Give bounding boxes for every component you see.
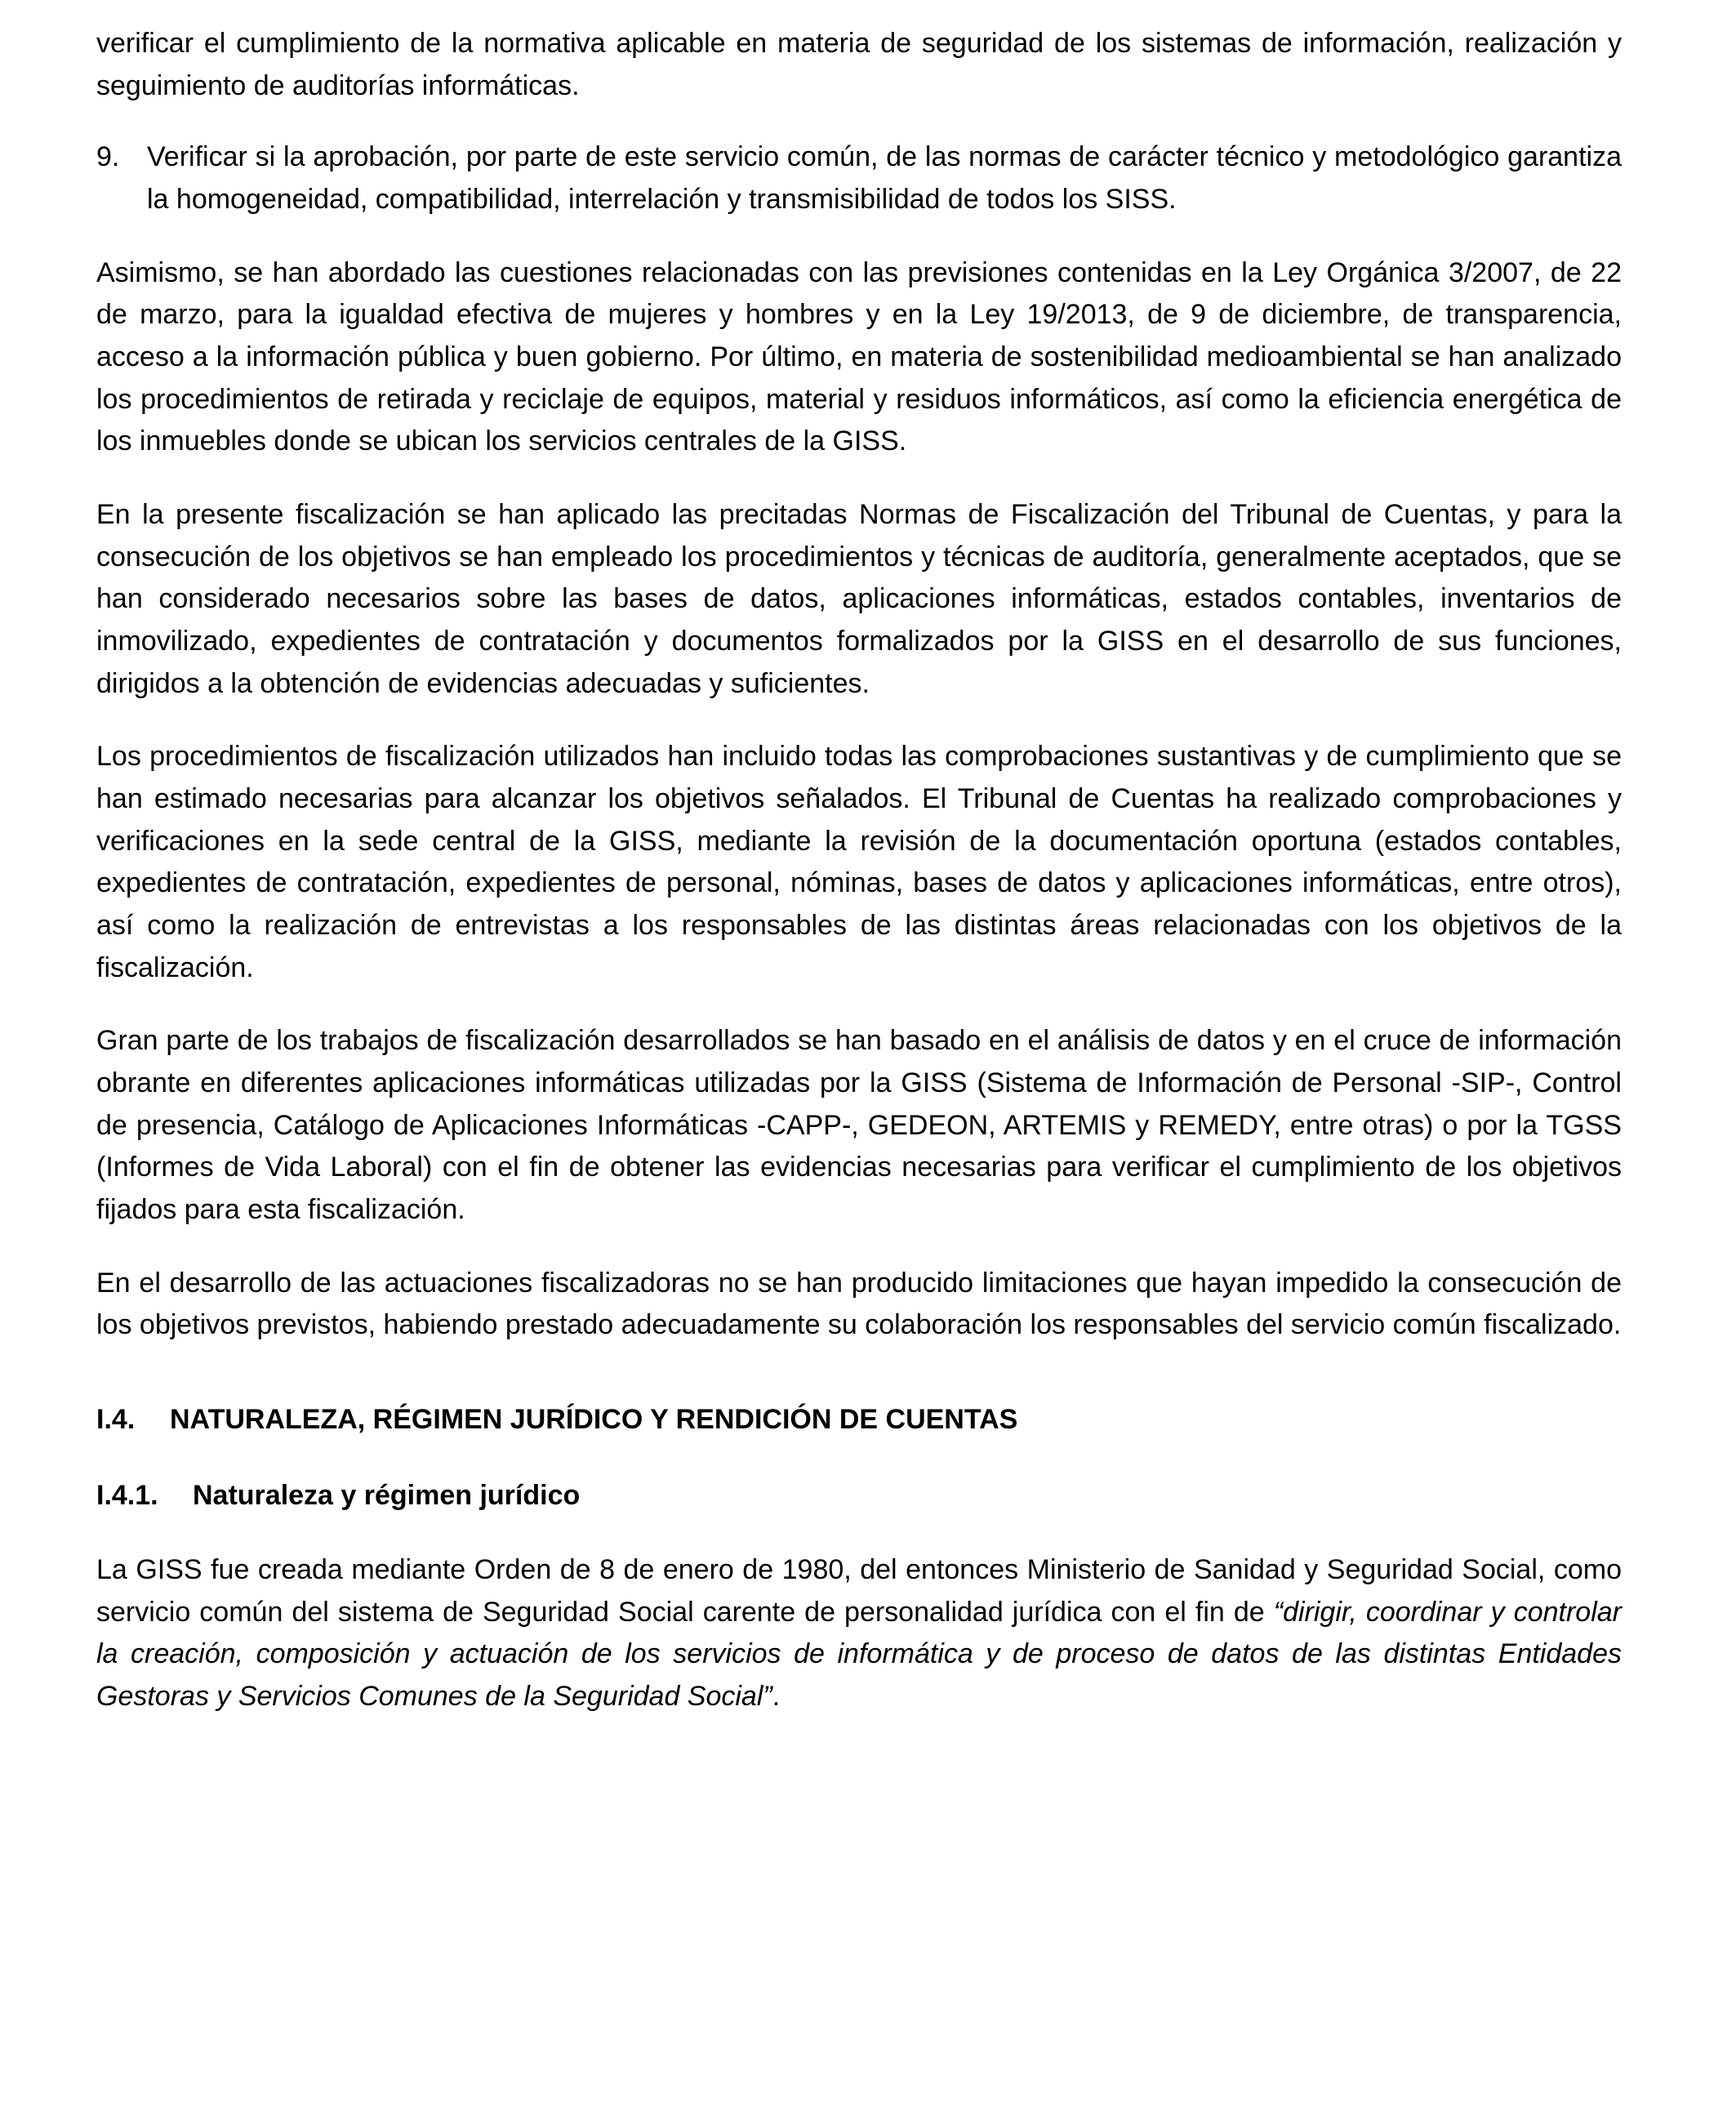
paragraph-giss-creacion bbox=[96, 1549, 1622, 1718]
paragraph-tail-text: . bbox=[772, 1681, 781, 1713]
section-spacer bbox=[96, 1378, 1622, 1399]
section-heading bbox=[96, 1399, 1622, 1441]
paragraph-procedimientos: Los procedimientos de fiscalización utilizados han incluido todas las comprobaciones sustantivas y de cumplimiento que se han estimado necesarias para alcanzar los objetivos señalados. El Tribunal de Cuentas ha realizado comprobaciones y verificaciones en la sede central de la GISS, mediante la revisión de la documentación oportuna (estados contables, expedientes de contratación, expedientes de personal, nóminas, bases de datos y aplicaciones informáticas, entre otros), así como la realización de entrevistas a los responsables de las distintas áreas relacionadas con los objetivos de la fiscalización. bbox=[96, 741, 1622, 983]
paragraph-lead-text: La GISS fue creada mediante Orden de 8 de enero de 1980, del entonces Ministerio de Sanidad y Seguridad Social, como servicio común del sistema de Seguridad Social carente de personalidad jurídica con el fin de bbox=[96, 1554, 1622, 1628]
subsection-number: I.4.1. bbox=[96, 1480, 158, 1512]
top-spacer bbox=[96, 8, 1622, 23]
list-item-text: Verificar si la aprobación, por parte de este servicio común, de las normas de carácter técnico y metodológico garantiza la homogeneidad, compatibilidad, interrelación y transmisibilidad de todos los SISS. bbox=[147, 141, 1622, 216]
list-item-number: 9. bbox=[96, 141, 120, 173]
subsection-title-text: Naturaleza y régimen jurídico bbox=[193, 1480, 581, 1512]
paragraph-analisis-datos: Gran parte de los trabajos de fiscalización desarrollados se han basado en el análisis de datos y en el cruce de información obrante en diferentes aplicaciones informáticas utilizadas por la GISS (Sistema de Información de Personal -SIP-, Control de presencia, Catálogo de Aplicaciones Informáticas -CAPP-, GEDEON, ARTEMIS y REMEDY, entre otras) o por la TGSS (Informes de Vida Laboral) con el fin de obtener las evidencias necesarias para verificar el cumplimiento de los objetivos fijados para esta fiscalización. bbox=[96, 1025, 1622, 1226]
section-number: I.4. bbox=[96, 1404, 136, 1436]
section-title-text: NATURALEZA, RÉGIMEN JURÍDICO Y RENDICIÓN DE CUENTAS bbox=[170, 1404, 1018, 1436]
numbered-list-item bbox=[96, 136, 1622, 221]
paragraph-limitaciones: En el desarrollo de las actuaciones fiscalizadoras no se han producido limitaciones que hayan impedido la consecución de los objetivos previstos, habiendo prestado adecuadamente su colaboración los responsables del servicio común fiscalizado. bbox=[96, 1267, 1622, 1341]
paragraph-quote-text: “dirigir, coordinar y controlar la creación, composición y actuación de los servicios de informática y de proceso de datos de las distintas Entidades Gestoras y Servicios Comunes de la Seguridad Social” bbox=[96, 1596, 1622, 1713]
paragraph-asimismo: Asimismo, se han abordado las cuestiones relacionadas con las previsiones contenidas en la Ley Orgánica 3/2007, de 22 de marzo, para la igualdad efectiva de mujeres y hombres y en la Ley 19/2013, de 9 de diciembre, de transparencia, acceso a la información pública y buen gobierno. Por último, en materia de sostenibilidad medioambiental se han analizado los procedimientos de retirada y reciclaje de equipos, material y residuos informáticos, así como la eficiencia energética de los inmuebles donde se ubican los servicios centrales de la GISS. bbox=[96, 256, 1622, 457]
continued-paragraph: verificar el cumplimiento de la normativa aplicable en materia de seguridad de los sistemas de información, realización y seguimiento de auditorías informáticas. bbox=[96, 28, 1622, 101]
subsection-heading bbox=[96, 1475, 1622, 1517]
paragraph-normas-fiscalizacion: En la presente fiscalización se han aplicado las precitadas Normas de Fiscalización del Tribunal de Cuentas, y para la consecución de los objetivos se han empleado los procedimientos y técnicas de auditoría, generalmente aceptados, que se han considerado necesarios sobre las bases de datos, aplicaciones informáticas, estados contables, inventarios de inmovilizado, expedientes de contratación y documentos formalizados por la GISS en el desarrollo de sus funciones, dirigidos a la obtención de evidencias adecuadas y suficientes. bbox=[96, 499, 1622, 699]
